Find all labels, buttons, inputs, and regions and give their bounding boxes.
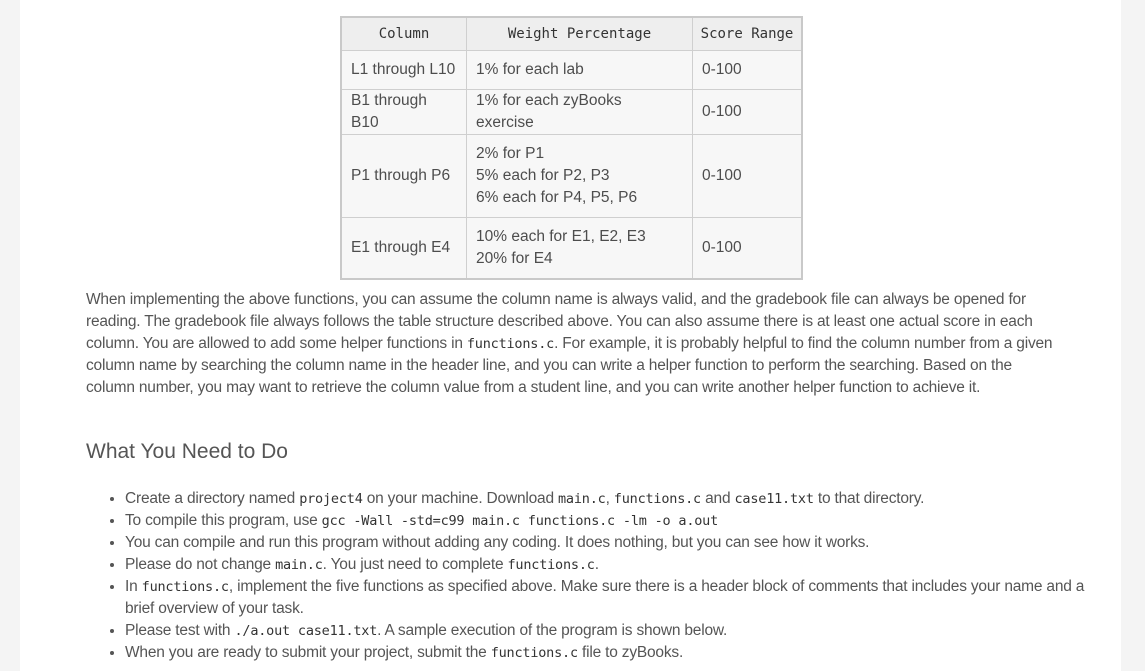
weight-line: 1% for each zyBooks exercise <box>476 92 622 131</box>
document-page <box>20 0 1121 671</box>
table-row <box>341 135 802 218</box>
item-text: Please do not change <box>125 556 276 573</box>
item-text: Create a directory named <box>125 490 300 507</box>
table-row <box>341 218 802 280</box>
cell-weight <box>467 218 693 280</box>
implementation-notes-paragraph <box>86 289 1054 399</box>
item-text: to that directory. <box>813 490 925 507</box>
weight-line: 10% each for E1, E2, E3 <box>476 228 646 245</box>
item-text: Please test with <box>125 622 235 639</box>
item-text: . You just need to complete <box>322 556 508 573</box>
inline-code: project4 <box>299 491 363 507</box>
inline-code: functions.c <box>507 557 595 573</box>
header-column: Column <box>341 17 467 51</box>
list-item <box>125 576 1115 620</box>
inline-code: case11.txt <box>734 491 814 507</box>
weight-line: 2% for P1 <box>476 145 545 162</box>
item-text: When you are ready to submit your project, submit the <box>125 644 491 661</box>
todo-list <box>86 488 1115 664</box>
item-text: and <box>701 490 735 507</box>
inline-code: ./a.out case11.txt <box>234 623 378 639</box>
header-weight: Weight Percentage <box>467 17 693 51</box>
list-item <box>125 510 1115 532</box>
item-text: on your machine. Download <box>362 490 558 507</box>
list-item <box>125 488 1115 510</box>
item-text: In <box>125 578 142 595</box>
item-text: , <box>605 490 614 507</box>
weight-line: 1% for each lab <box>476 61 584 78</box>
inline-code: functions.c <box>141 579 229 595</box>
weight-line: 20% for E4 <box>476 250 553 267</box>
cell-weight <box>467 51 693 90</box>
item-text: You can compile and run this program without adding any coding. It does nothing, but you can see how it works. <box>125 534 870 551</box>
table-row <box>341 90 802 135</box>
cell-range: 0-100 <box>693 218 803 280</box>
cell-column: B1 through B10 <box>341 90 467 135</box>
cell-column: P1 through P6 <box>341 135 467 218</box>
item-text: , implement the five functions as specified above. Make sure there is a header block of comments that includes your name and a brief overview of your task. <box>125 578 1085 617</box>
inline-code: gcc -Wall -std=c99 main.c functions.c -lm -o a.out <box>321 513 719 529</box>
paragraph-text: When implementing the above functions, you can assume the column name is always valid, and the gradebook file can always be opened for reading. The gradebook file always follows the table structure described above. You can also assume there is at least one actual score in each column. You are allowed to add some helper functions in <box>86 291 1033 352</box>
weight-line: 6% each for P4, P5, P6 <box>476 189 638 206</box>
cell-range: 0-100 <box>693 90 803 135</box>
section-title: What You Need to Do <box>86 440 288 463</box>
cell-column: L1 through L10 <box>341 51 467 90</box>
header-range: Score Range <box>693 17 803 51</box>
paragraph-text: . For example, it is probably helpful to find the column number from a given column name by searching the column name in the header line, and you can write a helper function to perform the searching. Based on the column number, you may want to retrieve the column value from a student line, and you can write another helper function to achieve it. <box>86 335 1053 396</box>
table-row <box>341 51 802 90</box>
list-item <box>125 620 1115 642</box>
item-text: To compile this program, use <box>125 512 322 529</box>
inline-code: main.c <box>275 557 323 573</box>
list-item <box>125 532 1115 554</box>
cell-weight <box>467 135 693 218</box>
inline-code: functions.c <box>613 491 701 507</box>
weight-line: 5% each for P2, P3 <box>476 167 610 184</box>
cell-weight <box>467 90 693 135</box>
item-text: . <box>594 556 599 573</box>
cell-range: 0-100 <box>693 135 803 218</box>
cell-column: E1 through E4 <box>341 218 467 280</box>
inline-code: functions.c <box>490 645 578 661</box>
inline-code: functions.c <box>466 336 555 352</box>
item-text: file to zyBooks. <box>577 644 684 661</box>
cell-range: 0-100 <box>693 51 803 90</box>
list-item <box>125 642 1115 664</box>
list-item <box>125 554 1115 576</box>
item-text: . A sample execution of the program is shown below. <box>377 622 728 639</box>
inline-code: main.c <box>557 491 606 507</box>
table-header-row <box>341 17 802 51</box>
weight-table <box>340 16 803 280</box>
